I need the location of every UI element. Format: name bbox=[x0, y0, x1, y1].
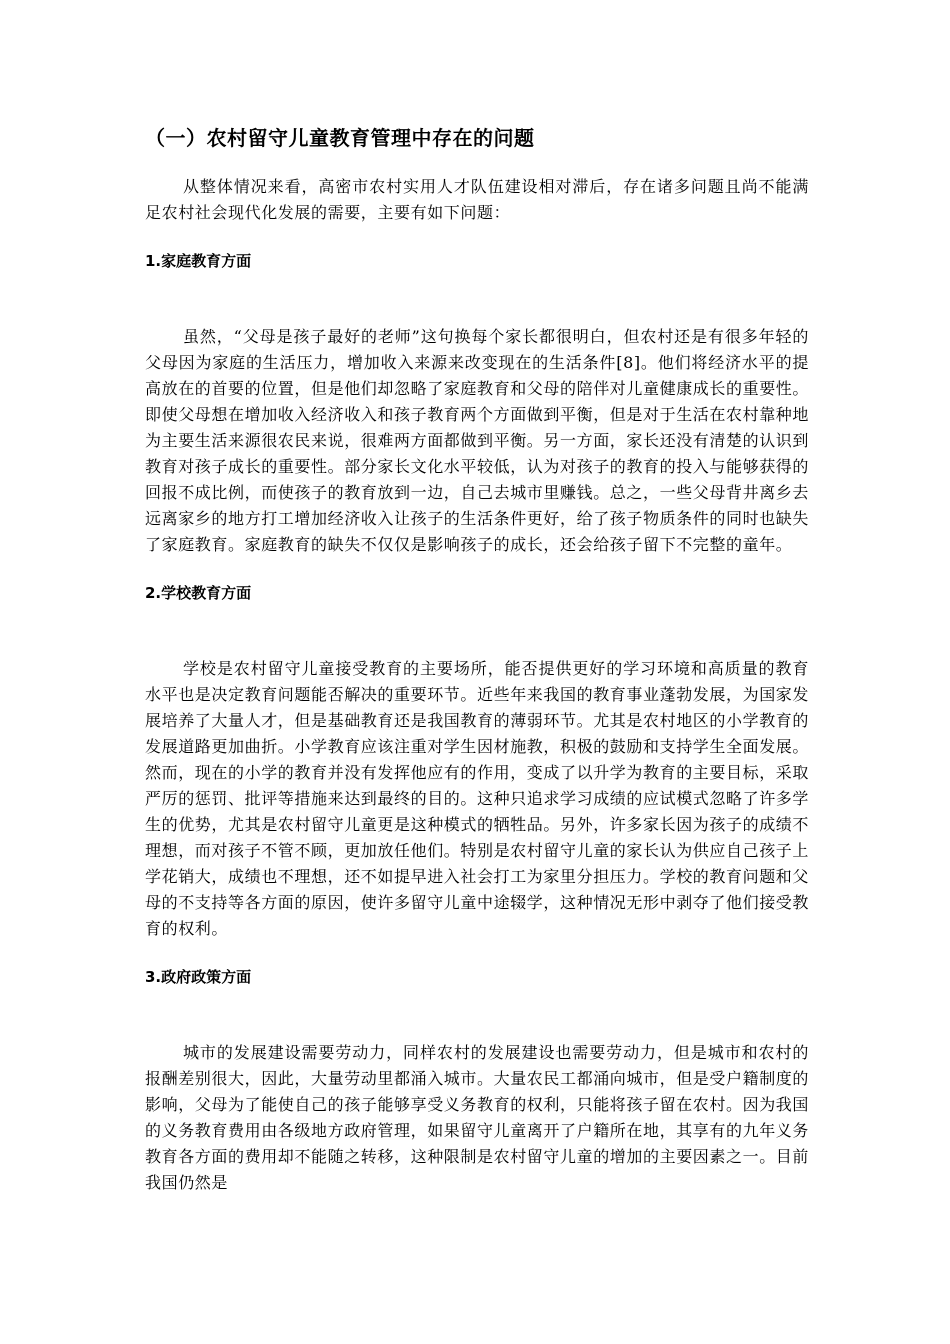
document-body bbox=[145, 122, 809, 1196]
spacer bbox=[145, 226, 809, 250]
subsection-title-family: 1.家庭教育方面 bbox=[145, 252, 252, 270]
section-title: （一）农村留守儿童教育管理中存在的问题 bbox=[145, 126, 535, 150]
spacer bbox=[145, 988, 809, 1040]
intro-paragraph: 从整体情况来看，高密市农村实用人才队伍建设相对滞后，存在诸多问题且尚不能满足农村社会现代化发展的需要，主要有如下问题： bbox=[145, 177, 809, 222]
spacer bbox=[145, 942, 809, 966]
paragraph-government-policy: 城市的发展建设需要劳动力，同样农村的发展建设也需要劳动力，但是城市和农村的报酬差别很大，因此，大量劳动里都涌入城市。大量农民工都涌向城市，但是受户籍制度的影响，父母为了能使自己的孩子能够享受义务教育的权利，只能将孩子留在农村。因为我国的义务教育费用由各级地方政府管理，如果留守儿童离开了户籍所在地，其享有的九年义务教育各方面的费用却不能随之转移，这种限制是农村留守儿童的增加的主要因素之一。目前我国仍然是 bbox=[145, 1043, 810, 1192]
subsection-title-policy: 3.政府政策方面 bbox=[145, 968, 252, 986]
spacer bbox=[145, 604, 809, 656]
paragraph-school-education: 学校是农村留守儿童接受教育的主要场所，能否提供更好的学习环境和高质量的教育水平也是决定教育问题能否解决的重要环节。近些年来我国的教育事业蓬勃发展，为国家发展培养了大量人才，但是基础教育还是我国教育的薄弱环节。尤其是农村地区的小学教育的发展道路更加曲折。小学教育应该注重对学生因材施教，积极的鼓励和支持学生全面发展。然而，现在的小学的教育并没有发挥他应有的作用，变成了以升学为教育的主要目标，采取严厉的惩罚、批评等措施来达到最终的目的。这种只追求学习成绩的应试模式忽略了许多学生的优势，尤其是农村留守儿童更是这种模式的牺牲品。另外，许多家长因为孩子的成绩不理想，而对孩子不管不顾，更加放任他们。特别是农村留守儿童的家长认为供应自己孩子上学花销大，成绩也不理想，还不如提早进入社会打工为家里分担压力。学校的教育问题和父母的不支持等各方面的原因，使许多留守儿童中途辍学，这种情况无形中剥夺了他们接受教育的权利。 bbox=[145, 659, 810, 938]
paragraph-family-education: 虽然，“父母是孩子最好的老师”这句换每个家长都很明白，但农村还是有很多年轻的父母因为家庭的生活压力，增加收入来源来改变现在的生活条件[8]。他们将经济水平的提高放在的首要的位置，但是他们却忽略了家庭教育和父母的陪伴对儿童健康成长的重要性。即使父母想在增加收入经济收入和孩子教育两个方面做到平衡，但是对于生活在农村靠种地为主要生活来源很农民来说，很难两方面都做到平衡。另一方面，家长还没有清楚的认识到教育对孩子成长的重要性。部分家长文化水平较低，认为对孩子的教育的投入与能够获得的回报不成比例，而使孩子的教育放到一边，自己去城市里赚钱。总之，一些父母背井离乡去远离家乡的地方打工增加经济收入让孩子的生活条件更好，给了孩子物质条件的同时也缺失了家庭教育。家庭教育的缺失不仅仅是影响孩子的成长，还会给孩子留下不完整的童年。 bbox=[145, 327, 810, 554]
spacer bbox=[145, 272, 809, 324]
subsection-title-school: 2.学校教育方面 bbox=[145, 584, 252, 602]
spacer bbox=[145, 558, 809, 582]
